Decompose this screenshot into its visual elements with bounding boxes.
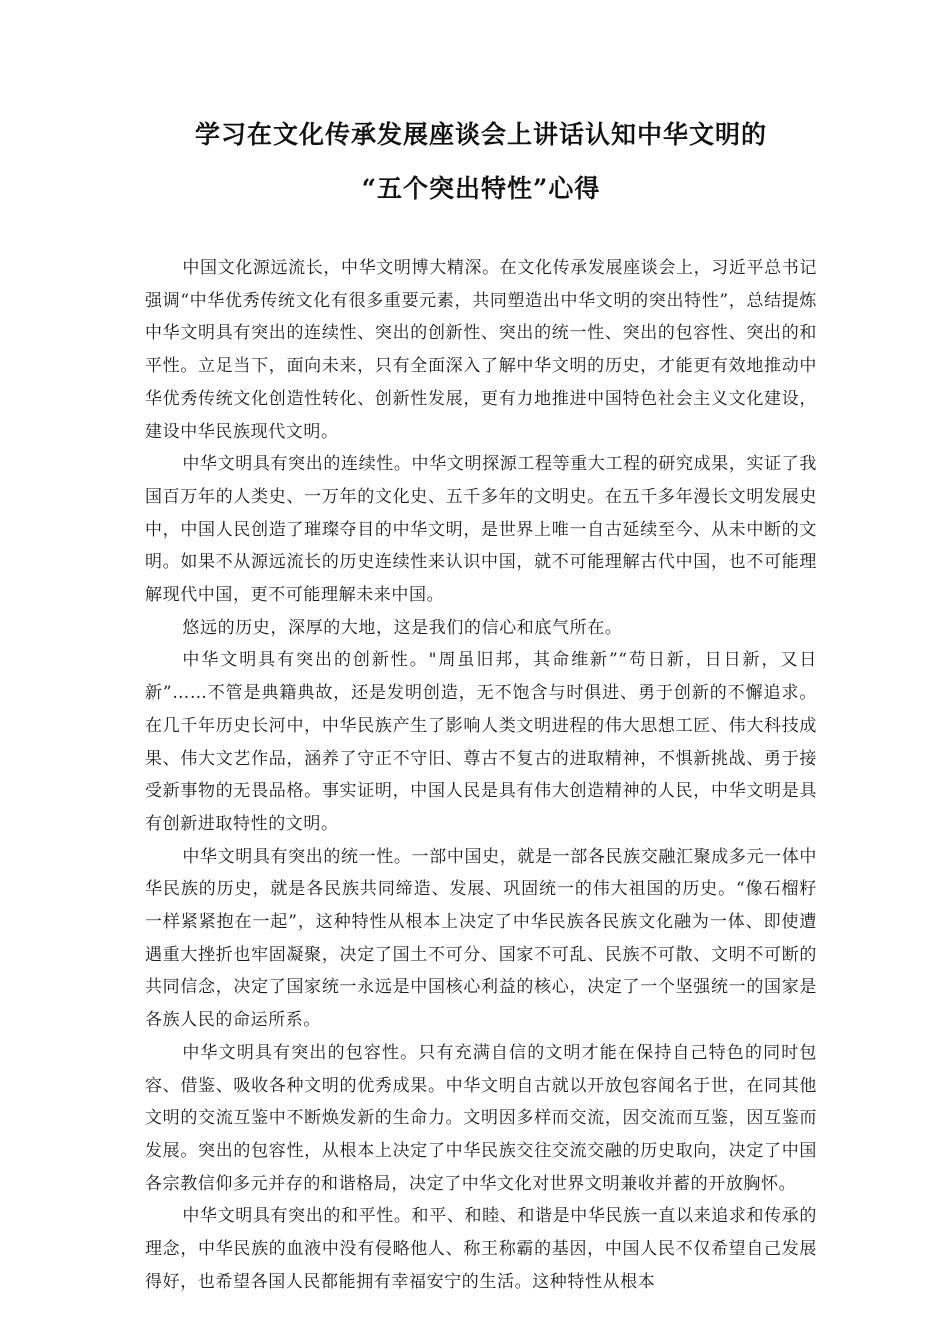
paragraph-peace: 中华文明具有突出的和平性。和平、和睦、和谐是中华民族一直以来追求和传承的理念，中华民族的血液中没有侵略他人、称王称霸的基因，中国人民不仅希望自己发展得好，也希望各国人民都能拥有幸福安宁的生活。这种特性从根本 bbox=[145, 1206, 817, 1292]
paragraph-intro: 中国文化源远流长，中华文明博大精深。在文化传承发展座谈会上，习近平总书记强调“中华优秀传统文化有很多重要元素，共同塑造出中华文明的突出特性”，总结提炼中华文明具有突出的连续性、突出的创新性、突出的统一性、突出的包容性、突出的和平性。立足当下，面向未来，只有全面深入了解中华文明的历史，才能更有效地推动中华优秀传统文化创造性转化、创新性发展，更有力地推进中国特色社会主义文化建设，建设中华民族现代文明。 bbox=[145, 258, 817, 442]
paragraph-inclusiveness: 中华文明具有突出的包容性。只有充满自信的文明才能在保持自己特色的同时包容、借鉴、吸收各种文明的优秀成果。中华文明自古就以开放包容闻名于世，在同其他文明的交流互鉴中不断焕发新的生命力。文明因多样而交流，因交流而互鉴，因互鉴而发展。突出的包容性，从根本上决定了中华民族交往交流交融的历史取向，决定了中国各宗教信仰多元并存的和谐格局，决定了中华文化对世界文明兼收并蓄的开放胸怀。 bbox=[145, 1042, 817, 1194]
document-page bbox=[145, 108, 817, 1299]
document-title bbox=[145, 108, 817, 216]
paragraph-innovation: 中华文明具有突出的创新性。"周虽旧邦，其命维新”“苟日新，日日新，又日新”……不管是典籍典故，还是发明创造，无不饱含与时俱进、勇于创新的不懈追求。在几千年历史长河中，中华民族产生了影响人类文明进程的伟大思想工匠、伟大科技成果、伟大文艺作品，涵养了守正不守旧、尊古不复古的进取精神，不惧新挑战、勇于接受新事物的无畏品格。事实证明，中国人民是具有伟大创造精神的人民，中华文明是具有创新进取特性的文明。 bbox=[145, 650, 817, 834]
title-line-2: “五个突出特性”心得 bbox=[361, 174, 601, 203]
paragraph-unity: 中华文明具有突出的统一性。一部中国史，就是一部各民族交融汇聚成多元一体中华民族的历史，就是各民族共同缔造、发展、巩固统一的伟大祖国的历史。“像石榴籽一样紧紧抱在一起”，这种特性从根本上决定了中华民族各民族文化融为一体、即使遭遇重大挫折也牢固凝聚，决定了国土不可分、国家不可乱、民族不可散、文明不可断的共同信念，决定了国家统一永远是中国核心利益的核心，决定了一个坚强统一的国家是各族人民的命运所系。 bbox=[145, 846, 817, 1031]
document-body bbox=[145, 252, 817, 1299]
title-line-1: 学习在文化传承发展座谈会上讲话认知中华文明的 bbox=[194, 120, 767, 149]
paragraph-continuity: 中华文明具有突出的连续性。中华文明探源工程等重大工程的研究成果，实证了我国百万年的人类史、一万年的文化史、五千多年的文明史。在五千多年漫长文明发展史中，中国人民创造了璀璨夺目的中华文明，是世界上唯一自古延续至今、从未中断的文明。如果不从源远流长的历史连续性来认识中国，就不可能理解古代中国，也不可能理解现代中国，更不可能理解未来中国。 bbox=[145, 454, 817, 606]
paragraph-confidence: 悠远的历史，深厚的大地，这是我们的信心和底气所在。 bbox=[182, 617, 623, 638]
